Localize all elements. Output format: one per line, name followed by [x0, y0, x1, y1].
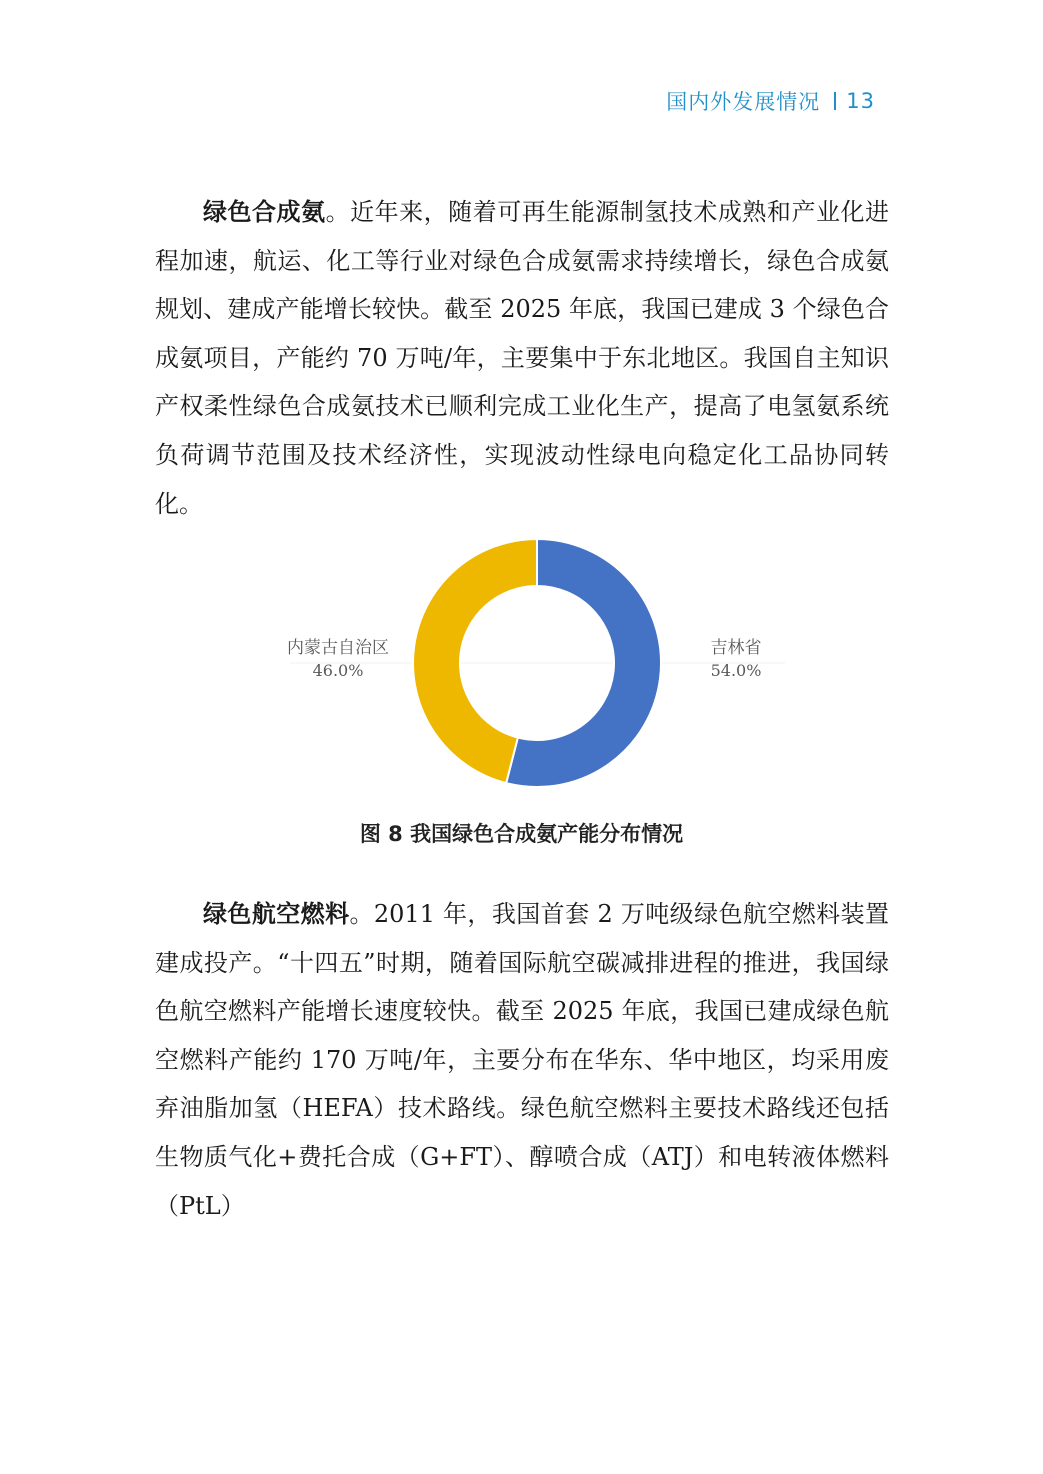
paragraph-lead: 绿色合成氨: [203, 197, 326, 226]
paragraph-body: 。近年来，随着可再生能源制氢技术成熟和产业化进程加速，航运、化工等行业对绿色合成氨需求持续增长，绿色合成氨规划、建成产能增长较快。截至 2025 年底，我国已建成 3 个绿色合成氨项目，产能约 70 万吨/年，主要集中于东北地区。我国自主知识产权柔性绿色合成氨技术已顺利完成工业化生产，提高了电氢氨系统负荷调节范围及技术经济性，实现波动性绿电向稳定化工品协同转化。: [155, 198, 889, 518]
paragraph-body: 。2011 年，我国首套 2 万吨级绿色航空燃料装置建成投产。“十四五”时期，随着国际航空碳减排进程的推进，我国绿色航空燃料产能增长速度较快。截至 2025 年底，我国已建成绿色航空燃料产能约 170 万吨/年，主要分布在华东、华中地区，均采用废弃油脂加氢（HEFA）技术路线。绿色航空燃料主要技术路线还包括生物质气化+费托合成（G+FT）、醇喷合成（ATJ）和电转液体燃料（PtL）: [155, 900, 889, 1220]
paragraph-lead: 绿色航空燃料: [203, 899, 350, 928]
slice-label-value: 54.0%: [710, 661, 762, 680]
section-title: 国内外发展情况: [666, 90, 821, 114]
slice-label-name: 吉林省: [710, 638, 762, 658]
paragraph-green-ammonia: [155, 188, 889, 528]
donut-chart: [0, 520, 1043, 810]
header-separator: [834, 92, 836, 110]
donut-chart-svg: [0, 520, 1043, 810]
page-number: 13: [846, 89, 875, 113]
slice-label-name: 内蒙古自治区: [287, 638, 389, 658]
slice-label-value: 46.0%: [312, 661, 364, 680]
paragraph-green-aviation-fuel: [155, 890, 889, 1230]
page-header: [666, 86, 875, 116]
figure-caption: 图 8 我国绿色合成氨产能分布情况: [359, 822, 684, 846]
